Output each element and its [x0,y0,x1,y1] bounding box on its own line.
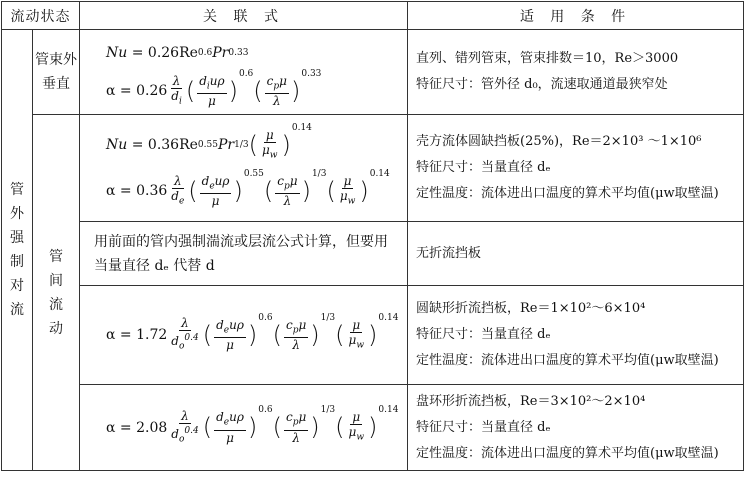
formula-nu: Nu = 0.36Re 0.55 Pr 1/3 ( $\frac{\mu}{\mu_w}$ ) 0.14 [106,122,312,161]
conditions-cell: 盘环形折流挡板，Re＝3×10²～2×10⁴ 特征尺寸：当量直径 dₑ 定性温度：流体进出口温度的算术平均值(μw取壁温) [408,385,744,471]
label-external-forced-convection: 管 外 强 制 对 流 [2,30,33,471]
table-row [2,286,744,385]
header-conditions: 适 用 条 件 [408,2,744,30]
header-flow-state: 流动状态 [2,2,80,30]
formula-cell [80,30,408,115]
header-row [2,2,744,30]
correlation-table [1,1,744,471]
formula-text: 用前面的管内强制湍流或层流公式计算，但要用当量直径 dₑ 代替 d [80,222,408,286]
conditions-cell: 壳方流体圆缺挡板(25%)，Re＝2×10³ ～1×10⁶ 特征尺寸：当量直径 dₑ 定性温度：流体进出口温度的算术平均值(μw取壁温) [408,115,744,222]
formula-cell [80,385,408,471]
table-row [2,385,744,471]
formula-nu: Nu = 0.26Re 0.6 Pr 0.33 [106,45,249,61]
header-correlation: 关 联 式 [80,2,408,30]
label-shell-side: 管 间 流 动 [33,115,80,471]
conditions-cell: 无折流挡板 [408,222,744,286]
conditions-cell: 直列、错列管束，管束排数＝10，Re＞3000 特征尺寸：管外径 d₀，流速取通道最狭窄处 [408,30,744,115]
formula-alpha: α = 1.72 $\frac{\lambda}{d_o^{0.4}}$ ( $\frac{d_eu\rho}{\mu}$ ) 0.6 ( $\frac{c_p\mu}{\lambda}$ ) 1/3 ( $\frac{\mu}{\mu_w}$ ) 0.14 [106,312,399,353]
formula-alpha: α = 2.08 $\frac{\lambda}{d_o^{0.4}}$ ( $\frac{d_eu\rho}{\mu}$ ) 0.6 ( $\frac{c_p\mu}{\lambda}$ ) 1/3 ( $\frac{\mu}{\mu_w}$ ) 0.14 [106,405,399,445]
conditions-cell: 圆缺形折流挡板，Re＝1×10²～6×10⁴ 特征尺寸：当量直径 dₑ 定性温度：流体进出口温度的算术平均值(μw取壁温) [408,286,744,385]
formula-alpha: α = 0.36 $\frac{\lambda}{d_e}$ ( $\frac{d_eu\rho}{\mu}$ ) 0.55 ( $\frac{c_p\mu}{\lambda}$ ) 1/3 ( $\frac{\mu}{\mu_w}$ ) 0.14 [106,168,390,209]
table-row [2,30,744,115]
formula-cell [80,286,408,385]
formula-alpha: α = 0.26 $\frac{\lambda}{d_i}$ ( $\frac{d_iu\rho}{\mu}$ ) 0.6 ( $\frac{c_p\mu}{\lambda}$ ) 0.33 [106,68,322,109]
formula-cell [80,115,408,222]
table-row [2,115,744,222]
table-row [2,222,744,286]
label-tube-bundle: 管束外 垂直 [33,30,80,115]
